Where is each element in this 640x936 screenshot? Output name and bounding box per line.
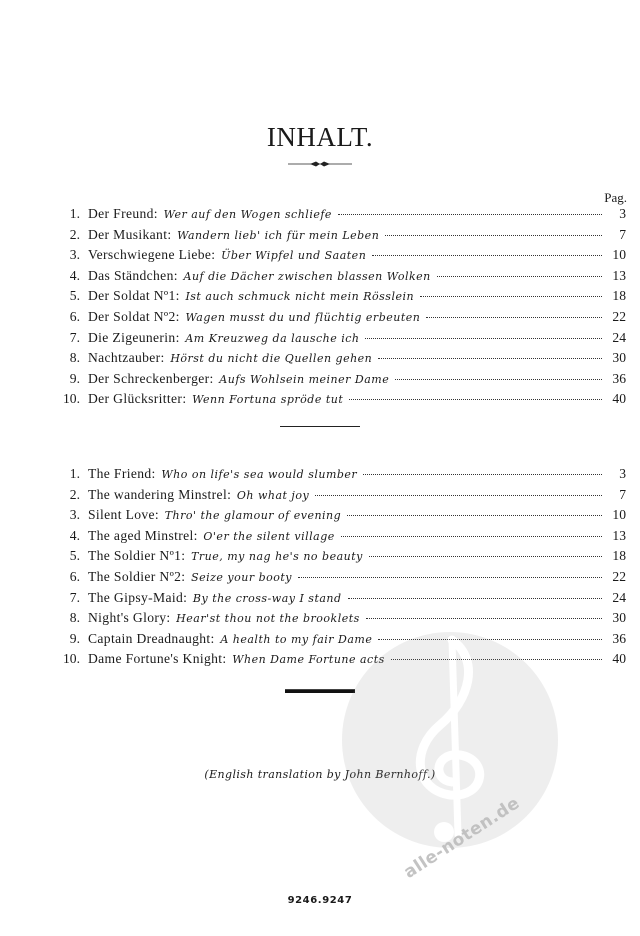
entry-page-number: 7 [619, 486, 626, 502]
entry-title: Der Musikant [88, 226, 168, 242]
toc-entry [56, 371, 626, 392]
title-ornament [288, 160, 352, 168]
toc-entry [56, 350, 626, 371]
dot-leader [378, 358, 602, 359]
entry-page-number: 30 [612, 350, 626, 366]
entry-colon: : [210, 630, 215, 646]
entry-incipit: Hörst du nicht die Quellen gehen [170, 352, 373, 366]
entry-title: Nachtzauber [88, 350, 161, 366]
dot-leader [347, 515, 602, 516]
toc-entry [56, 487, 626, 508]
dot-leader [391, 659, 602, 660]
entry-number: 3. [69, 247, 80, 263]
entry-incipit: Wagen musst du und flüchtig erbeuten [185, 310, 421, 324]
entry-incipit: Über Wipfel und Saaten [221, 249, 367, 263]
entry-page-number: 40 [612, 651, 626, 667]
entry-colon: : [182, 391, 187, 407]
entry-page-number: 7 [619, 226, 626, 242]
dot-leader [372, 255, 602, 256]
toc-entry [56, 610, 626, 631]
entry-colon: : [211, 247, 216, 263]
translation-credit: (English translation by John Bernhoff.) [204, 768, 436, 781]
entry-number: 8. [69, 610, 80, 626]
entry-title: Der Freund [88, 206, 154, 221]
entry-number: 1. [69, 466, 80, 481]
entry-colon: : [153, 206, 158, 221]
entry-incipit: Ist auch schmuck nicht mein Rösslein [185, 290, 415, 304]
toc-entry [56, 528, 626, 549]
entry-colon: : [227, 486, 231, 502]
entry-page-number: 3 [619, 206, 626, 221]
watermark-text: alle-noten.de [400, 793, 524, 883]
entry-number: 8. [69, 350, 80, 366]
entry-colon: : [173, 267, 178, 283]
entry-page-number: 22 [612, 568, 626, 584]
entry-incipit: Wenn Fortuna spröde tut [192, 393, 344, 407]
entry-page-number: 24 [612, 329, 626, 345]
entry-colon: : [151, 466, 156, 481]
entry-title: The Gipsy-Maid [88, 589, 184, 605]
entry-incipit: Thro' the glamour of evening [164, 509, 342, 523]
toc-entry [56, 206, 626, 227]
entry-colon: : [175, 308, 180, 324]
entry-title: The aged Minstrel [88, 527, 194, 543]
entry-number: 7. [69, 329, 80, 345]
dot-leader [426, 317, 602, 318]
entry-colon: : [175, 288, 180, 304]
entry-page-number: 36 [612, 370, 626, 386]
dot-leader [338, 214, 602, 215]
dot-leader [378, 639, 602, 640]
entry-title: Dame Fortune's Knight [88, 651, 223, 667]
entry-number: 1. [69, 206, 80, 221]
dot-leader [349, 399, 602, 400]
entry-page-number: 36 [612, 630, 626, 646]
entry-incipit: Oh what joy [236, 488, 310, 502]
dot-leader [363, 474, 602, 475]
entry-title: Der Soldat Nº2 [88, 308, 176, 324]
entry-title: The Soldier Nº2 [88, 568, 182, 584]
entry-page-number: 24 [612, 589, 626, 605]
entry-page-number: 3 [619, 466, 626, 481]
entry-incipit: Wer auf den Wogen schliefe [163, 208, 332, 221]
entry-title: The Friend [88, 466, 152, 481]
dot-leader [437, 276, 602, 277]
entry-title: Der Schreckenberger [88, 370, 210, 386]
english-contents-list [56, 466, 626, 672]
entry-number: 6. [69, 308, 80, 324]
page-title: INHALT. [266, 122, 374, 152]
entry-incipit: Hear'st thou not the brooklets [176, 612, 360, 626]
entry-number: 4. [69, 527, 80, 543]
entry-page-number: 10 [612, 507, 626, 523]
entry-number: 4. [69, 267, 80, 283]
entry-page-number: 13 [612, 527, 626, 543]
entry-page-number: 40 [612, 391, 626, 407]
entry-title: Silent Love [88, 507, 155, 523]
entry-page-number: 10 [612, 247, 626, 263]
dot-leader [420, 296, 602, 297]
toc-entry [56, 247, 626, 268]
entry-title: Night's Glory [88, 610, 167, 626]
entry-colon: : [160, 350, 165, 366]
dot-leader [366, 618, 602, 619]
entry-title: Das Ständchen [88, 267, 174, 283]
entry-title: Captain Dreadnaught [88, 630, 211, 646]
entry-colon: : [183, 589, 187, 605]
entry-title: The Soldier Nº1 [88, 548, 182, 564]
toc-entry [56, 548, 626, 569]
entry-page-number: 18 [612, 548, 626, 564]
entry-number: 9. [69, 370, 80, 386]
entry-page-number: 18 [612, 288, 626, 304]
entry-number: 6. [69, 568, 80, 584]
entry-colon: : [181, 548, 186, 564]
entry-colon: : [181, 568, 186, 584]
entry-incipit: By the cross-way I stand [192, 591, 342, 605]
toc-entry [56, 227, 626, 248]
toc-entry [56, 466, 626, 487]
toc-entry [56, 288, 626, 309]
toc-entry [56, 590, 626, 611]
dot-leader [315, 495, 602, 496]
entry-incipit: A health to my fair Dame [220, 632, 373, 646]
toc-entry [56, 268, 626, 289]
entry-incipit: True, my nag he's no beauty [191, 550, 363, 564]
entry-number: 3. [69, 507, 80, 523]
entry-number: 10. [63, 651, 80, 667]
entry-colon: : [154, 507, 159, 523]
entry-number: 2. [69, 486, 80, 502]
entry-colon: : [167, 226, 172, 242]
entry-number: 5. [69, 288, 80, 304]
dot-leader [385, 235, 602, 236]
entry-colon: : [193, 527, 198, 543]
entry-colon: : [222, 651, 227, 667]
dot-leader [298, 577, 602, 578]
toc-entry [56, 309, 626, 330]
dot-leader [348, 598, 602, 599]
entry-number: 7. [69, 589, 80, 605]
toc-entry [56, 507, 626, 528]
entry-colon: : [166, 610, 171, 626]
dot-leader [369, 556, 602, 557]
german-contents-list [56, 206, 626, 412]
toc-entry [56, 391, 626, 412]
entry-colon: : [209, 370, 214, 386]
dot-leader [395, 379, 602, 380]
toc-entry [56, 631, 626, 652]
entry-number: 10. [63, 391, 80, 407]
entry-title: Verschwiegene Liebe [88, 247, 212, 263]
entry-number: 2. [69, 226, 80, 242]
toc-entry [56, 569, 626, 590]
entry-page-number: 13 [612, 267, 626, 283]
entry-title: Der Glücksritter [88, 391, 183, 407]
plate-number: 9246.9247 [287, 895, 353, 906]
entry-incipit: Wandern lieb' ich für mein Leben [177, 228, 380, 242]
page-column-label: Pag. [604, 190, 627, 205]
entry-page-number: 22 [612, 308, 626, 324]
entry-incipit: Seize your booty [191, 570, 293, 584]
entry-incipit: When Dame Fortune acts [232, 653, 385, 667]
closing-rule [285, 689, 355, 693]
entry-title: Die Zigeunerin [88, 329, 176, 345]
entry-page-number: 30 [612, 610, 626, 626]
entry-incipit: Aufs Wohlsein meiner Dame [219, 372, 390, 386]
entry-title: The wandering Minstrel [88, 486, 228, 502]
dot-leader [365, 338, 602, 339]
section-divider [280, 426, 360, 427]
entry-number: 9. [69, 630, 80, 646]
entry-number: 5. [69, 548, 80, 564]
toc-entry [56, 651, 626, 672]
entry-colon: : [175, 329, 180, 345]
dot-leader [341, 536, 602, 537]
entry-incipit: Who on life's sea would slumber [161, 468, 358, 481]
entry-title: Der Soldat Nº1 [88, 288, 176, 304]
entry-incipit: Auf die Dächer zwischen blassen Wolken [183, 269, 431, 283]
entry-incipit: Am Kreuzweg da lausche ich [185, 331, 360, 345]
entry-incipit: O'er the silent village [203, 529, 335, 543]
toc-entry [56, 330, 626, 351]
